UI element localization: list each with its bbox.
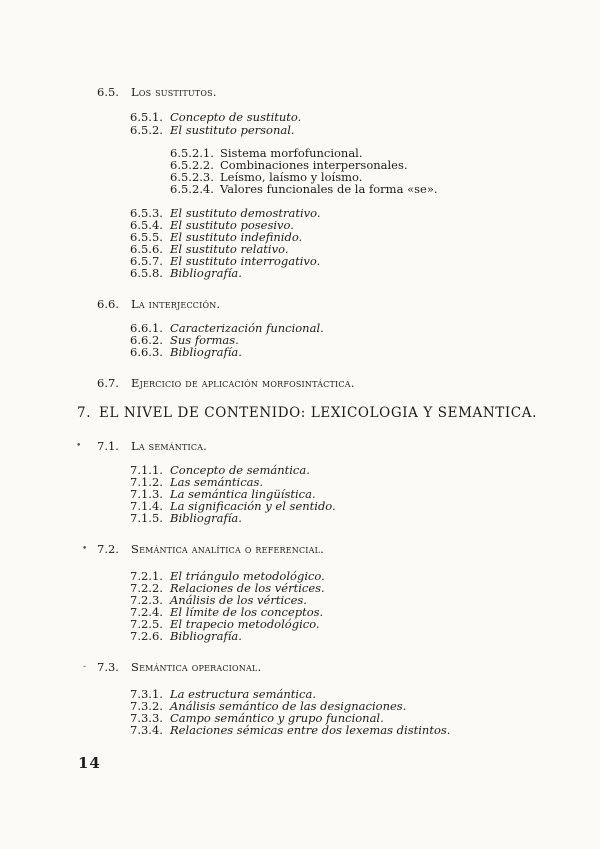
toc-entry-number: 7. xyxy=(77,405,92,421)
toc-entry-title: El sustituto interrogativo. xyxy=(170,254,321,268)
toc-entry-title: Ejercicio de aplicación morfosintáctica. xyxy=(131,376,355,390)
toc-entry xyxy=(130,124,295,136)
toc-entry-title: Análisis de los vértices. xyxy=(170,593,307,607)
margin-mark: - xyxy=(83,662,87,672)
toc-entry xyxy=(130,346,242,358)
toc-entry xyxy=(130,512,242,524)
toc-entry xyxy=(170,183,438,195)
toc-entry-number: 7.2.6. xyxy=(130,629,163,643)
toc-entry xyxy=(97,543,324,555)
toc-entry-title: El sustituto posesivo. xyxy=(170,218,294,232)
toc-entry-number: 7.3.4. xyxy=(130,723,163,737)
toc-entry-title: La significación y el sentido. xyxy=(170,499,336,513)
toc-entry-title: El triángulo metodológico. xyxy=(170,569,325,583)
toc-entry-number: 6.6.1. xyxy=(130,321,163,335)
toc-entry-number: 7.2.2. xyxy=(130,581,163,595)
toc-entry xyxy=(130,111,301,123)
toc-entry-title: Bibliografía. xyxy=(170,345,242,359)
toc-entry-number: 6.6.2. xyxy=(130,333,163,347)
toc-entry-number: 6.5.2.4. xyxy=(170,182,214,196)
toc-entry-title: EL NIVEL DE CONTENIDO: LEXICOLOGIA Y SEMANTICA. xyxy=(99,405,537,421)
toc-entry-title: El sustituto relativo. xyxy=(170,242,289,256)
toc-entry-number: 7.2.3. xyxy=(130,593,163,607)
toc-entry-number: 6.5.7. xyxy=(130,254,163,268)
toc-entry-number: 7.3.3. xyxy=(130,711,163,725)
toc-entry-title: La semántica lingüística. xyxy=(170,487,316,501)
toc-entry-title: Bibliografía. xyxy=(170,266,242,280)
toc-entry-title: Bibliografía. xyxy=(170,629,242,643)
toc-entry-number: 6.5.8. xyxy=(130,266,163,280)
toc-entry-number: 7.3.2. xyxy=(130,699,163,713)
toc-entry-title: Sistema morfofuncional. xyxy=(220,146,363,160)
toc-entry-number: 7.1.2. xyxy=(130,475,163,489)
toc-entry xyxy=(130,630,242,642)
page-number: 14 xyxy=(78,754,101,772)
toc-entry-number: 6.5.2.3. xyxy=(170,170,214,184)
toc-entry xyxy=(130,267,242,279)
toc-entry-title: Semántica operacional. xyxy=(131,660,262,674)
toc-entry-number: 7.1.4. xyxy=(130,499,163,513)
toc-entry-title: Campo semántico y grupo funcional. xyxy=(170,711,384,725)
margin-mark: • xyxy=(76,441,82,451)
toc-entry-title: Las semánticas. xyxy=(170,475,264,489)
toc-entry-title: Relaciones sémicas entre dos lexemas distintos. xyxy=(170,723,451,737)
toc-entry-number: 7.1.1. xyxy=(130,463,163,477)
toc-entry-number: 6.6. xyxy=(97,297,119,311)
toc-entry-number: 6.5.2. xyxy=(130,123,163,137)
toc-entry-title: La estructura semántica. xyxy=(170,687,316,701)
toc-entry-title: Sus formas. xyxy=(170,333,239,347)
toc-entry-number: 7.3. xyxy=(97,660,119,674)
toc-entry-number: 6.5.6. xyxy=(130,242,163,256)
toc-entry-number: 7.3.1. xyxy=(130,687,163,701)
toc-entry-title: El sustituto demostrativo. xyxy=(170,206,321,220)
toc-entry-title: El límite de los conceptos. xyxy=(170,605,324,619)
toc-entry-number: 6.7. xyxy=(97,376,119,390)
toc-entry-title: Análisis semántico de las designaciones. xyxy=(170,699,407,713)
toc-entry-title: La semántica. xyxy=(131,439,208,453)
toc-entry-number: 7.2.1. xyxy=(130,569,163,583)
toc-entry-number: 6.5.5. xyxy=(130,230,163,244)
toc-entry-number: 7.1.5. xyxy=(130,511,163,525)
toc-entry xyxy=(97,661,261,673)
toc-entry-title: Combinaciones interpersonales. xyxy=(220,158,408,172)
toc-entry-number: 6.5.1. xyxy=(130,110,163,124)
toc-entry-title: La interjección. xyxy=(131,297,221,311)
toc-entry-number: 7.2.4. xyxy=(130,605,163,619)
toc-entry-title: Concepto de sustituto. xyxy=(170,110,302,124)
toc-entry-title: Valores funcionales de la forma «se». xyxy=(220,182,438,196)
toc-entry-title: Leísmo, laísmo y loísmo. xyxy=(220,170,363,184)
toc-entry xyxy=(97,377,355,389)
toc-entry-number: 7.1. xyxy=(97,439,119,453)
toc-entry-title: Caracterización funcional. xyxy=(170,321,324,335)
toc-entry xyxy=(130,724,450,736)
toc-entry xyxy=(77,407,537,419)
margin-mark: • xyxy=(82,544,88,554)
toc-entry-number: 7.1.3. xyxy=(130,487,163,501)
toc-entry-title: El sustituto indefinido. xyxy=(170,230,303,244)
toc-entry-number: 7.2. xyxy=(97,542,119,556)
toc-entry-title: Bibliografía. xyxy=(170,511,242,525)
toc-entry-number: 7.2.5. xyxy=(130,617,163,631)
toc-entry-number: 6.5.2.2. xyxy=(170,158,214,172)
toc-entry-number: 6.5.4. xyxy=(130,218,163,232)
toc-entry-number: 6.6.3. xyxy=(130,345,163,359)
toc-entry-title: Concepto de semántica. xyxy=(170,463,310,477)
toc-entry-number: 6.5.2.1. xyxy=(170,146,214,160)
toc-entry-title: El sustituto personal. xyxy=(170,123,295,137)
toc-entry-number: 6.5.3. xyxy=(130,206,163,220)
toc-entry-title: Semántica analítica o referencial. xyxy=(131,542,324,556)
toc-entry xyxy=(97,298,220,310)
toc-entry-number: 6.5. xyxy=(97,85,119,99)
toc-entry-title: Los sustitutos. xyxy=(131,85,217,99)
toc-entry-title: El trapecio metodológico. xyxy=(170,617,320,631)
toc-entry-title: Relaciones de los vértices. xyxy=(170,581,325,595)
toc-entry xyxy=(97,440,207,452)
toc-entry xyxy=(97,86,217,98)
